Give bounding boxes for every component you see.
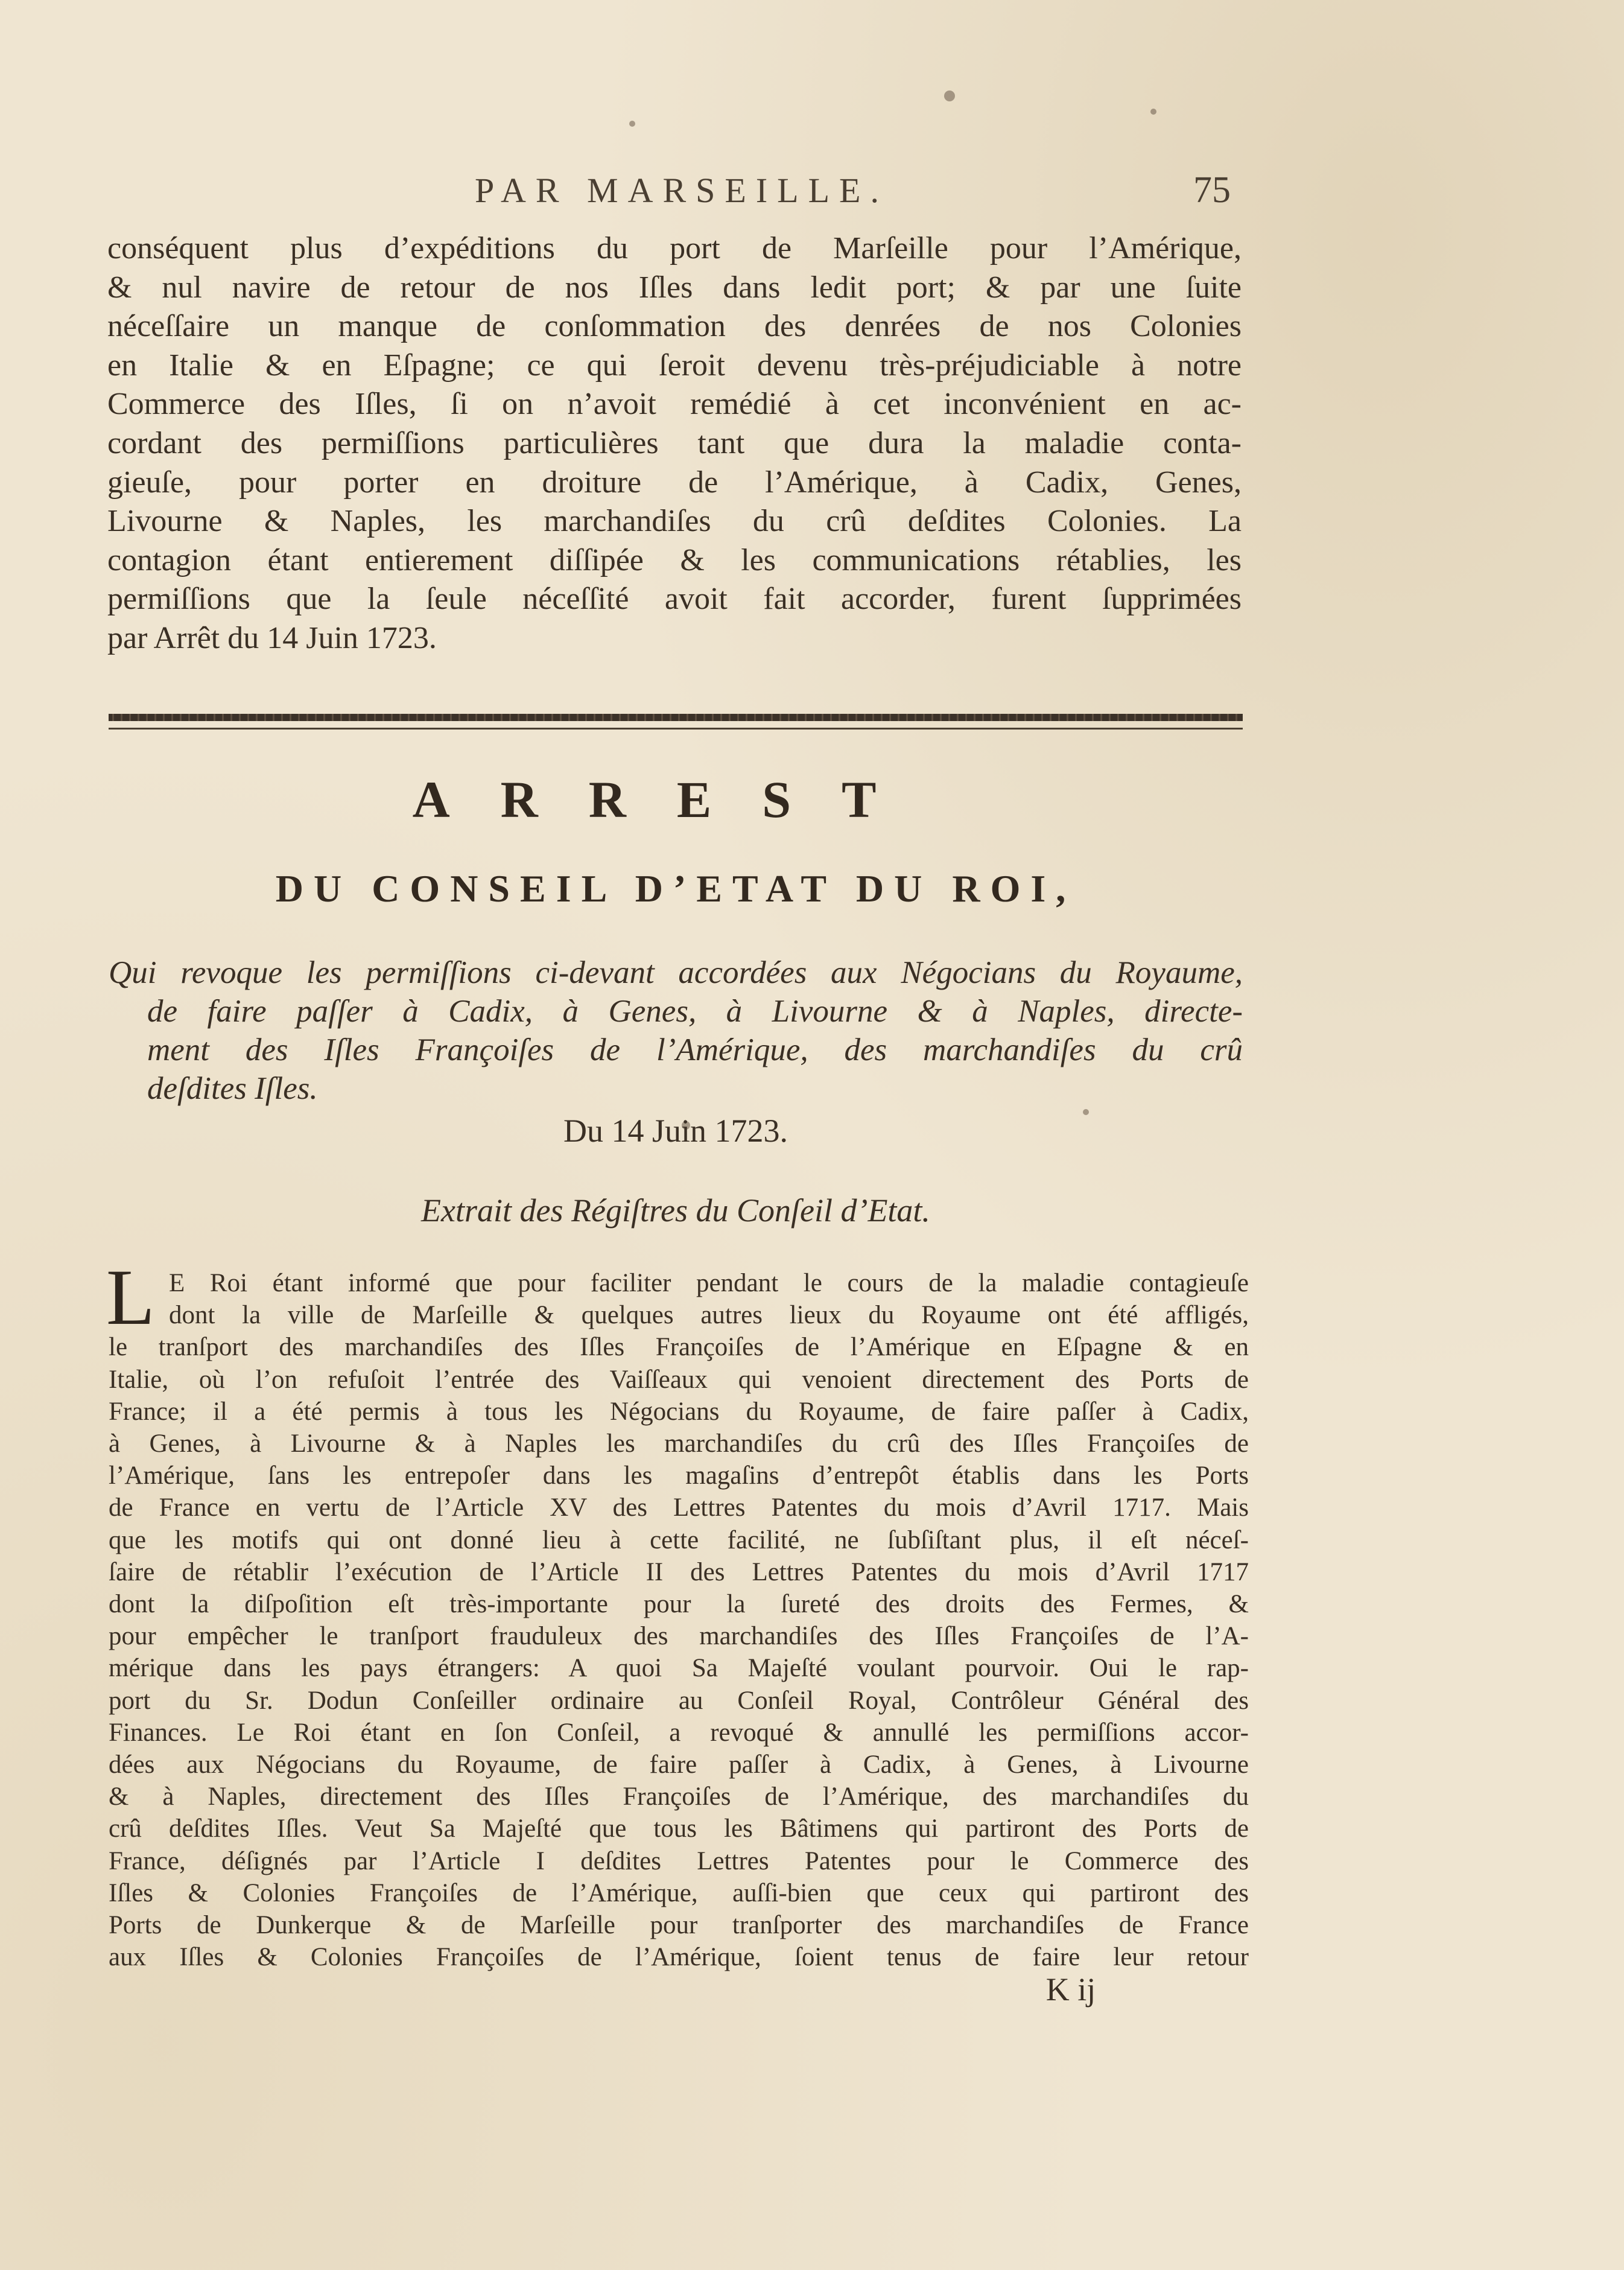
body-line: dées aux Négocians du Royaume, de faire paſſer à Cadix, à Genes, à Livourne xyxy=(109,1750,1249,1779)
text-line: par Arrêt du 14 Juin 1723. xyxy=(107,620,437,655)
body-line: Italie, où l’on refuſoit l’entrée des Vaiſſeaux qui venoient directement des Ports de xyxy=(109,1365,1249,1394)
body-line: ſaire de rétablir l’exécution de l’Article II des Lettres Patentes du mois d’Avril 1717 xyxy=(109,1557,1249,1586)
text-line: Commerce des Iſles, ſi on n’avoit remédié à cet inconvénient en ac- xyxy=(107,387,1242,422)
signature-mark: K ij xyxy=(1045,1971,1096,2008)
text-line: gieuſe, pour porter en droiture de l’Amérique, à Cadix, Genes, xyxy=(107,465,1242,500)
body-line: l’Amérique, ſans les entrepoſer dans les magaſins d’entrepôt établis dans les Ports xyxy=(109,1461,1249,1490)
body-line: E Roi étant informé que pour faciliter pendant le cours de la maladie contagieuſe xyxy=(169,1269,1249,1297)
body-line: pour empêcher le tranſport frauduleux des marchandiſes des Iſles Françoiſes de l’A- xyxy=(109,1622,1249,1651)
decree-summary xyxy=(109,953,1243,1108)
running-head: PAR MARSEILLE. xyxy=(475,171,889,210)
text-line: cordant des permiſſions particulières tant que dura la maladie conta- xyxy=(107,425,1242,460)
summary-line: de faire paſſer à Cadix, à Genes, à Livourne & à Naples, directe- xyxy=(147,994,1243,1029)
page-number: 75 xyxy=(1193,170,1231,211)
body-line: de France en vertu de l’Article XV des Lettres Patentes du mois d’Avril 1717. Mais xyxy=(109,1493,1249,1522)
text-line: en Italie & en Eſpagne; ce qui ſeroit devenu très-préjudiciable à notre xyxy=(107,348,1242,383)
body-line: crû deſdites Iſles. Veut Sa Majeſté que tous les Bâtimens qui partiront des Ports de xyxy=(109,1814,1249,1843)
body-line: Finances. Le Roi étant en ſon Conſeil, a revoqué & annullé les permiſſions accor- xyxy=(109,1718,1249,1747)
opening-paragraph xyxy=(107,229,1242,658)
body-line: mérique dans les pays étrangers: A quoi Sa Majeſté voulant pourvoir. Oui le rap- xyxy=(109,1654,1249,1683)
body-line: le tranſport des marchandiſes des Iſles Françoiſes de l’Amérique en Eſpagne & en xyxy=(109,1333,1249,1362)
body-line: dont la diſpoſition eſt très-importante pour la ſureté des droits des Fermes, & xyxy=(109,1590,1249,1619)
text-line: conséquent plus d’expéditions du port de Marſeille pour l’Amérique, xyxy=(107,231,1242,265)
decree-subtitle: DU CONSEIL D’ETAT DU ROI, xyxy=(275,867,1076,910)
body-line: que les motifs qui ont donné lieu à cette facilité, ne ſubſiſtant plus, il eſt néceſ- xyxy=(109,1525,1249,1554)
body-line: France; il a été permis à tous les Négocians du Royaume, de faire paſſer à Cadix, xyxy=(109,1397,1249,1426)
decree-title: ARREST xyxy=(412,771,927,828)
thin-rule xyxy=(109,728,1243,730)
body-line: dont la ville de Marſeille & quelques autres lieux du Royaume ont été affligés, xyxy=(169,1301,1249,1330)
ink-spot xyxy=(629,121,635,127)
text-line: & nul navire de retour de nos Iſles dans ledit port; & par une ſuite xyxy=(107,270,1242,305)
text-line: Livourne & Naples, les marchandiſes du crû deſdites Colonies. La xyxy=(107,504,1242,539)
ink-spot xyxy=(1150,109,1156,115)
body-line: port du Sr. Dodun Conſeiller ordinaire au Conſeil Royal, Contrôleur Général des xyxy=(109,1686,1249,1715)
drop-cap: L xyxy=(106,1253,155,1341)
summary-line: ment des Iſles Françoiſes de l’Amérique, des marchandiſes du crû xyxy=(147,1032,1243,1067)
ornamental-rule xyxy=(109,714,1243,721)
body-line: aux Iſles & Colonies Françoiſes de l’Amérique, ſoient tenus de faire leur retour xyxy=(109,1943,1249,1972)
decree-date: Du 14 Juin 1723. xyxy=(563,1113,788,1149)
body-line: à Genes, à Livourne & à Naples les marchandiſes du crû des Iſles Françoiſes de xyxy=(109,1429,1249,1458)
text-line: néceſſaire un manque de conſommation des denrées de nos Colonies xyxy=(107,309,1242,344)
text-line: contagion étant entierement diſſipée & les communications rétablies, les xyxy=(107,542,1242,577)
summary-line: deſdites Iſles. xyxy=(147,1071,318,1106)
text-line: permiſſions que la ſeule néceſſité avoit fait accorder, furent ſupprimées xyxy=(107,582,1242,617)
body-line: & à Naples, directement des Iſles Françoiſes de l’Amérique, des marchandiſes du xyxy=(109,1782,1249,1811)
body-line: France, déſignés par l’Article I deſdites Lettres Patentes pour le Commerce des xyxy=(109,1846,1249,1875)
ink-spot xyxy=(944,91,955,101)
extract-heading: Extrait des Régiſtres du Conſeil d’Etat. xyxy=(421,1192,930,1229)
body-line: Ports de Dunkerque & de Marſeille pour tranſporter des marchandiſes de France xyxy=(109,1911,1249,1940)
body-line: Iſles & Colonies Françoiſes de l’Amérique, auſſi-bien que ceux qui partiront des xyxy=(109,1878,1249,1907)
summary-line: Qui revoque les permiſſions ci-devant accordées aux Négocians du Royaume, xyxy=(109,955,1243,990)
decree-body xyxy=(109,1267,1249,1973)
